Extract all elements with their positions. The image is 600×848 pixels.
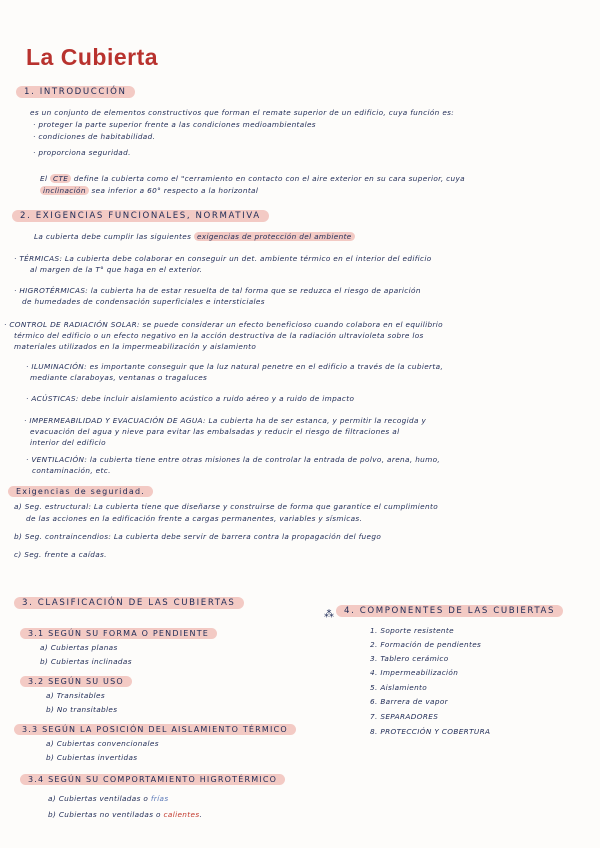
componente-item: 5. Aislamiento — [370, 683, 428, 692]
iluminacion-item-2: mediante claraboyas, ventanas o tragaluces — [30, 373, 208, 382]
intro-bullet: · condiciones de habitabilidad. — [33, 132, 156, 141]
higrotermicas-item-2: de humedades de condensación superficiales e intersticiales — [22, 297, 265, 306]
section-heading-clasificacion: 3. CLASIFICACIÓN DE LAS CUBIERTAS — [14, 597, 244, 609]
calientes-label: calientes — [163, 810, 200, 819]
radiacion-item: · CONTROL DE RADIACIÓN SOLAR: se puede considerar un efecto beneficioso cuando colabora en el equilibrio — [4, 320, 443, 329]
section-heading-introduccion: 1. INTRODUCCIÓN — [16, 86, 135, 98]
frias-label: frías — [150, 794, 169, 803]
clasificacion-group-heading: 3.1 SEGÚN SU FORMA O PENDIENTE — [20, 628, 217, 639]
higrotermicas-item: · HIGROTÉRMICAS: la cubierta ha de estar resuelta de tal forma que se reduzca el riesgo de aparición — [14, 286, 421, 295]
componente-item: 8. PROTECCIÓN Y COBERTURA — [370, 727, 491, 736]
intro-bullet: · proteger la parte superior frente a las condiciones medioambientales — [33, 120, 316, 129]
seguridad-estructural-2: de las acciones en la edificación frente a cargas permanentes, variables y sísmicas. — [26, 514, 363, 523]
termicas-item: · TÉRMICAS: La cubierta debe colaborar en conseguir un det. ambiente térmico en el interior del edificio — [14, 254, 432, 263]
cte-tag: CTE — [50, 174, 71, 183]
seguridad-caidas: c) Seg. frente a caídas. — [14, 550, 107, 559]
clasificacion-item: a) Cubiertas planas — [40, 643, 118, 652]
termicas-item-2: al margen de la T° que haga en el exterior. — [30, 265, 203, 274]
cte-definition-2: inclinación sea inferior a 60° respecto a la horizontal — [40, 186, 258, 195]
section-heading-componentes: 4. COMPONENTES DE LAS CUBIERTAS — [336, 605, 563, 617]
clasificacion-item: b) Cubiertas no ventiladas o calientes. — [48, 810, 203, 819]
radiacion-item-3: materiales utilizados en la impermeabilización y aislamiento — [14, 342, 257, 351]
clasificacion-group-heading: 3.4 SEGÚN SU COMPORTAMIENTO HIGROTÉRMICO — [20, 774, 285, 785]
componente-item: 7. SEPARADORES — [370, 712, 439, 721]
seguridad-incendios: b) Seg. contraincendios: La cubierta debe servir de barrera contra la propagación del fuego — [14, 532, 382, 541]
clasificacion-item: a) Cubiertas ventiladas o frías — [48, 794, 169, 803]
impermeabilidad-item-3: interior del edificio — [30, 438, 106, 447]
clasificacion-item: b) No transitables — [46, 705, 118, 714]
clasificacion-group-heading: 3.2 SEGÚN SU USO — [20, 676, 132, 687]
exigencias-highlight: exigencias de protección del ambiente — [194, 232, 355, 241]
componente-item: 1. Soporte resistente — [370, 626, 454, 635]
radiacion-item-2: térmico del edificio o un efecto negativo en la acción destructiva de la radiación ultravioleta sobre los — [14, 331, 424, 340]
seguridad-heading: Exigencias de seguridad. — [8, 486, 153, 497]
componente-item: 6. Barrera de vapor — [370, 697, 449, 706]
clasificacion-item: a) Cubiertas convencionales — [46, 739, 159, 748]
page-title: La Cubierta — [26, 44, 159, 70]
componente-item: 2. Formación de pendientes — [370, 640, 482, 649]
section-heading-exigencias: 2. EXIGENCIAS FUNCIONALES, NORMATIVA — [12, 210, 269, 222]
ventilacion-item-2: contaminación, etc. — [32, 466, 111, 475]
clasificacion-group-heading: 3.3 SEGÚN LA POSICIÓN DEL AISLAMIENTO TÉRMICO — [14, 724, 296, 735]
clasificacion-item: b) Cubiertas invertidas — [46, 753, 138, 762]
asterisk-icon: ⁂ — [324, 609, 335, 620]
impermeabilidad-item-2: evacuación del agua y nieve para evitar las embalsadas y reducir el riesgo de filtraciones al — [30, 427, 400, 436]
componente-item: 3. Tablero cerámico — [370, 654, 449, 663]
intro-bullet: · proporciona seguridad. — [33, 148, 131, 157]
exigencias-intro: La cubierta debe cumplir las siguientes exigencias de protección del ambiente — [34, 232, 355, 241]
inclinacion-highlight: inclinación — [40, 186, 89, 195]
clasificacion-item: b) Cubiertas inclinadas — [40, 657, 132, 666]
acusticas-item: · ACÚSTICAS: debe incluir aislamiento acústico a ruido aéreo y a ruido de impacto — [26, 394, 355, 403]
ventilacion-item: · VENTILACIÓN: la cubierta tiene entre otras misiones la de controlar la entrada de polvo, arena, humo, — [26, 455, 441, 464]
componente-item: 4. Impermeabilización — [370, 668, 459, 677]
seguridad-estructural: a) Seg. estructural: La cubierta tiene que diseñarse y construirse de forma que garantice el cumplimiento — [14, 502, 439, 511]
clasificacion-item: a) Transitables — [46, 691, 105, 700]
iluminacion-item: · ILUMINACIÓN: es importante conseguir que la luz natural penetre en el edificio a través de la cubierta, — [26, 362, 444, 371]
impermeabilidad-item: · IMPERMEABILIDAD Y EVACUACIÓN DE AGUA: La cubierta ha de ser estanca, y permitir la recogida y — [24, 416, 427, 425]
cte-definition: El CTE define la cubierta como el "cerramiento en contacto con el aire exterior en su cara superior, cuya — [40, 174, 465, 183]
intro-text: es un conjunto de elementos constructivos que forman el remate superior de un edificio, cuya función es: — [30, 108, 455, 117]
